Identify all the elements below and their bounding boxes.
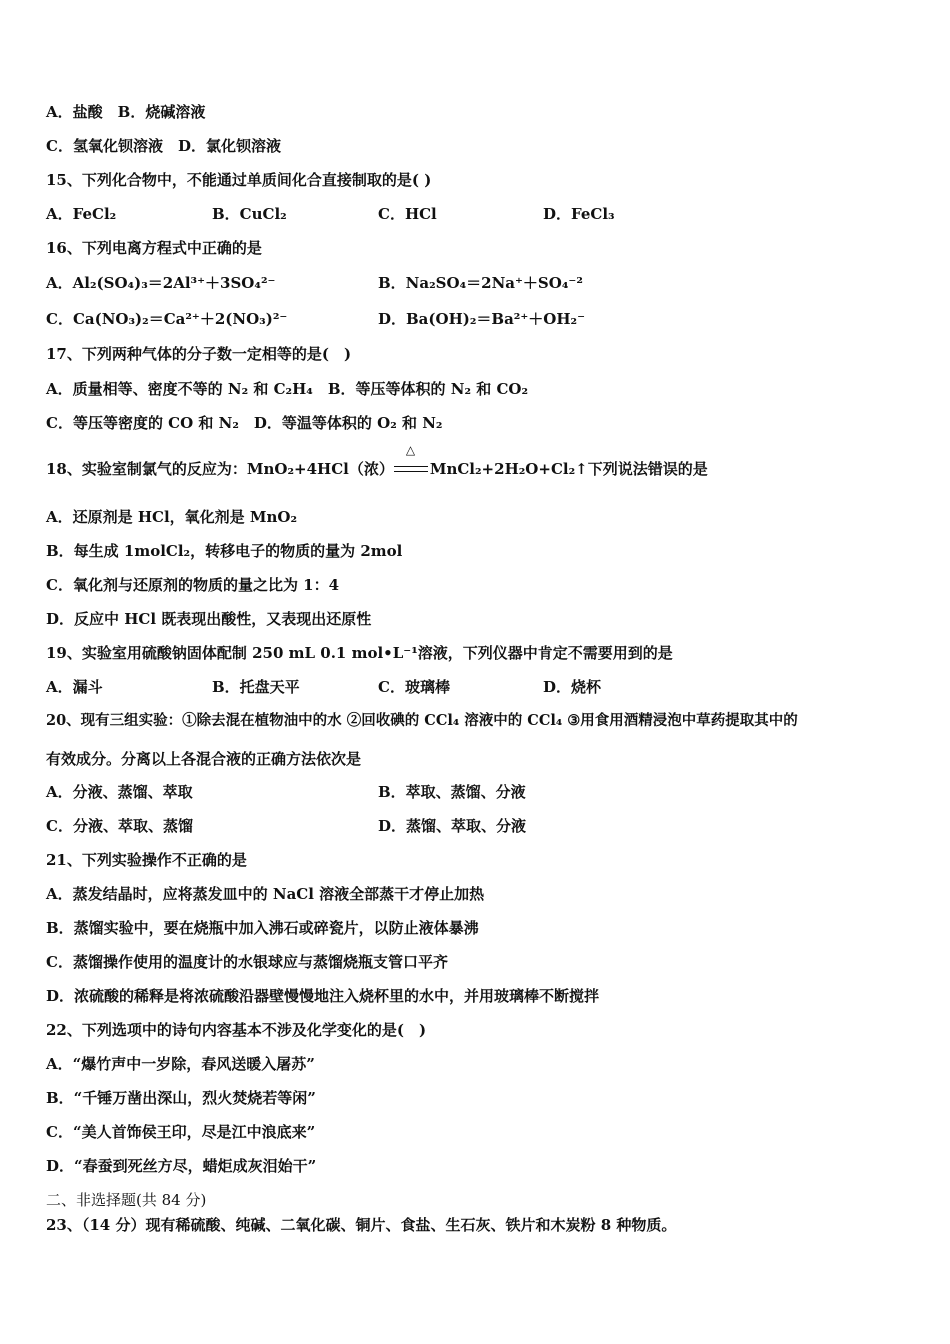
q21-option-a: A．蒸发结晶时，应将蒸发皿中的 NaCl 溶液全部蒸干才停止加热 (46, 885, 485, 903)
q18-stem-after: MnCl₂+2H₂O+Cl₂↑下列说法错误的是 (429, 460, 708, 478)
q18-stem-before: 18、实验室制氯气的反应为：MnO₂+4HCl（浓） (46, 460, 394, 478)
q15-option-a: A．FeCl₂ (46, 205, 117, 223)
q19-stem: 19、实验室用硫酸钠固体配制 250 mL 0.1 mol•L⁻¹溶液，下列仪器中肯定不需要用到的是 (46, 644, 673, 662)
q23-stem: 23、（14 分）现有稀硫酸、纯碱、二氧化碳、铜片、食盐、生石灰、铁片和木炭粉 8 种物质。 (46, 1216, 677, 1234)
q15-stem: 15、下列化合物中，不能通过单质间化合直接制取的是( ) (46, 171, 432, 189)
section-heading: 二、非选择题(共 84 分) (46, 1191, 207, 1209)
q21-option-b: B．蒸馏实验中，要在烧瓶中加入沸石或碎瓷片，以防止液体暴沸 (46, 919, 479, 937)
delta-symbol: △ (405, 443, 416, 457)
q22-option-b: B．“千锤万凿出深山，烈火焚烧若等闲” (46, 1089, 316, 1107)
q20-stem-line1: 20、现有三组实验：①除去混在植物油中的水 ②回收碘的 CCl₄ 溶液中的 CCl₄ ③用食用酒精浸泡中草药提取其中的 (46, 712, 798, 729)
q15-option-b: B．CuCl₂ (212, 205, 287, 223)
q18-option-d: D．反应中 HCl 既表现出酸性，又表现出还原性 (46, 610, 372, 628)
q20-option-a: A．分液、蒸馏、萃取 (46, 783, 193, 801)
q15-option-c: C．HCl (378, 205, 437, 223)
q22-option-a: A．“爆竹声中一岁除，春风送暖入屠苏” (46, 1055, 315, 1073)
q14-options-ab: A．盐酸 B．烧碱溶液 (46, 103, 206, 121)
q20-option-b: B．萃取、蒸馏、分液 (378, 783, 526, 801)
q16-stem: 16、下列电离方程式中正确的是 (46, 239, 262, 257)
q22-stem: 22、下列选项中的诗句内容基本不涉及化学变化的是( ) (46, 1021, 427, 1039)
q17-options-cd: C．等压等密度的 CO 和 N₂ D．等温等体积的 O₂ 和 N₂ (46, 414, 443, 432)
q14-options-cd: C．氢氧化钡溶液 D．氯化钡溶液 (46, 137, 281, 155)
q20-stem-line2: 有效成分。分离以上各混合液的正确方法依次是 (46, 750, 362, 768)
q16-option-b: B．Na₂SO₄＝2Na⁺＋SO₄⁻² (378, 274, 583, 292)
q21-option-d: D．浓硫酸的稀释是将浓硫酸沿器壁慢慢地注入烧杯里的水中，并用玻璃棒不断搅拌 (46, 987, 600, 1005)
q19-option-a: A．漏斗 (46, 678, 103, 696)
q17-options-ab: A．质量相等、密度不等的 N₂ 和 C₂H₄ B．等压等体积的 N₂ 和 CO₂ (46, 380, 529, 398)
q20-option-d: D．蒸馏、萃取、分液 (378, 817, 527, 835)
q22-option-d: D．“春蚕到死丝方尽，蜡炬成灰泪始干” (46, 1157, 317, 1175)
q18-option-a: A．还原剂是 HCl，氧化剂是 MnO₂ (46, 508, 298, 526)
q16-option-a: A．Al₂(SO₄)₃＝2Al³⁺＋3SO₄²⁻ (46, 274, 276, 292)
q22-option-c: C．“美人首饰侯王印，尽是江中浪底来” (46, 1123, 316, 1141)
equals-bar (394, 466, 428, 472)
heat-equals-sign (394, 443, 430, 474)
q21-option-c: C．蒸馏操作使用的温度计的水银球应与蒸馏烧瓶支管口平齐 (46, 953, 448, 971)
q19-option-b: B．托盘天平 (212, 678, 300, 696)
q15-option-d: D．FeCl₃ (543, 205, 615, 223)
q16-option-c: C．Ca(NO₃)₂＝Ca²⁺＋2(NO₃)²⁻ (46, 310, 288, 328)
q17-stem: 17、下列两种气体的分子数一定相等的是( ) (46, 345, 352, 363)
q20-option-c: C．分液、萃取、蒸馏 (46, 817, 193, 835)
q21-stem: 21、下列实验操作不正确的是 (46, 851, 247, 869)
q18-option-c: C．氧化剂与还原剂的物质的量之比为 1：4 (46, 576, 340, 594)
q18-stem (46, 443, 708, 479)
q16-option-d: D．Ba(OH)₂＝Ba²⁺＋OH₂⁻ (378, 310, 586, 328)
q19-option-c: C．玻璃棒 (378, 678, 450, 696)
q19-option-d: D．烧杯 (543, 678, 602, 696)
q18-option-b: B．每生成 1molCl₂，转移电子的物质的量为 2mol (46, 542, 403, 560)
